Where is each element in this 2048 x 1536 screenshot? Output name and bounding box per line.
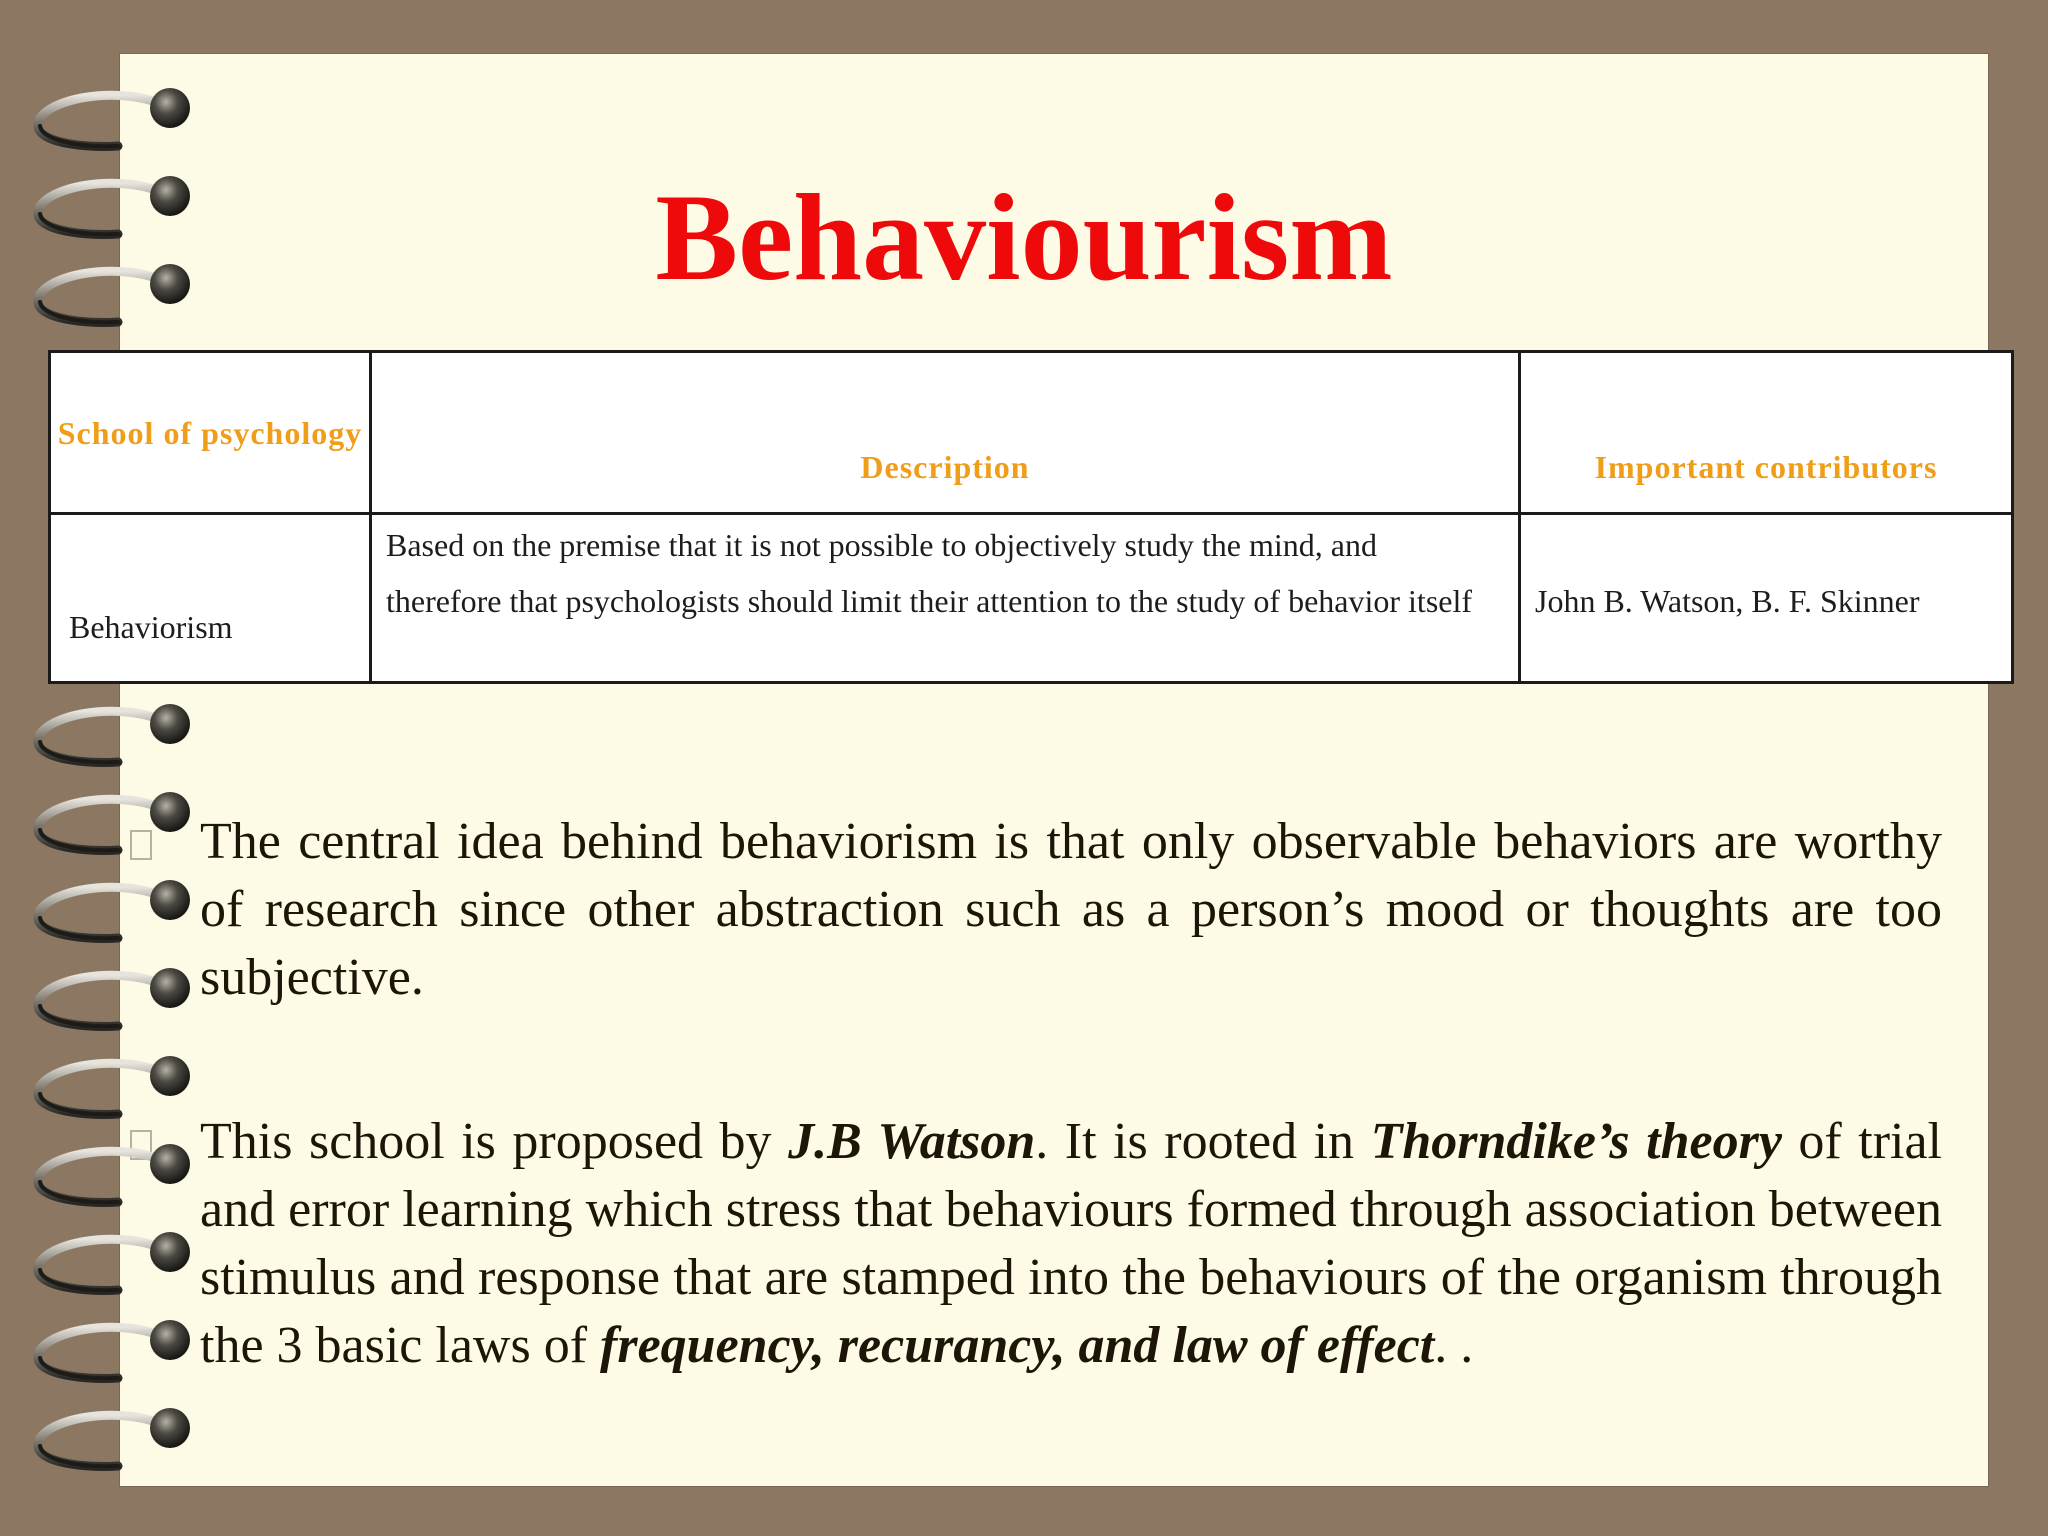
cell-description: Based on the premise that it is not possible to objectively study the mind, and therefore that psychologists should limit their attention to the study of behavior itself	[371, 514, 1520, 683]
bullet-list	[200, 808, 1942, 1380]
bullet-text-part: This school is proposed by	[200, 1113, 789, 1170]
header-description: Description	[371, 352, 1520, 514]
header-school-of-psychology: School of psychology	[50, 352, 371, 514]
slide-title: Behaviourism	[655, 169, 1393, 306]
cell-contributors: John B. Watson, B. F. Skinner	[1520, 514, 2013, 683]
bullet-text: The central idea behind behaviorism is that only observable behaviors are worthy of research since other abstraction such as a person’s mood or thoughts are too subjective.	[200, 813, 1942, 1006]
bullet-text-part: . It is rooted in	[1035, 1113, 1371, 1170]
thorndike-theory: Thorndike’s theory	[1370, 1113, 1782, 1170]
cell-school: Behaviorism	[50, 514, 371, 683]
basic-laws: frequency, recurancy, and law of effect	[600, 1317, 1435, 1374]
table-header-row	[50, 352, 2013, 514]
header-important-contributors: Important contributors	[1520, 352, 2013, 514]
bullet-central-idea	[200, 808, 1942, 1012]
psychology-schools-table	[48, 350, 2014, 684]
bullet-text-end: . .	[1434, 1317, 1474, 1374]
bullet-marker-icon	[130, 830, 152, 860]
bullet-text-part: of trial and error learning which stress that behaviours formed through association between stimulus and response that are stamped into the behaviours of the organism through the 3 basic laws of	[200, 1113, 1942, 1374]
table-row	[50, 514, 2013, 683]
bullet-watson	[200, 1108, 1942, 1380]
bullet-marker-icon	[130, 1130, 152, 1160]
watson-name: J.B Watson	[788, 1113, 1036, 1170]
